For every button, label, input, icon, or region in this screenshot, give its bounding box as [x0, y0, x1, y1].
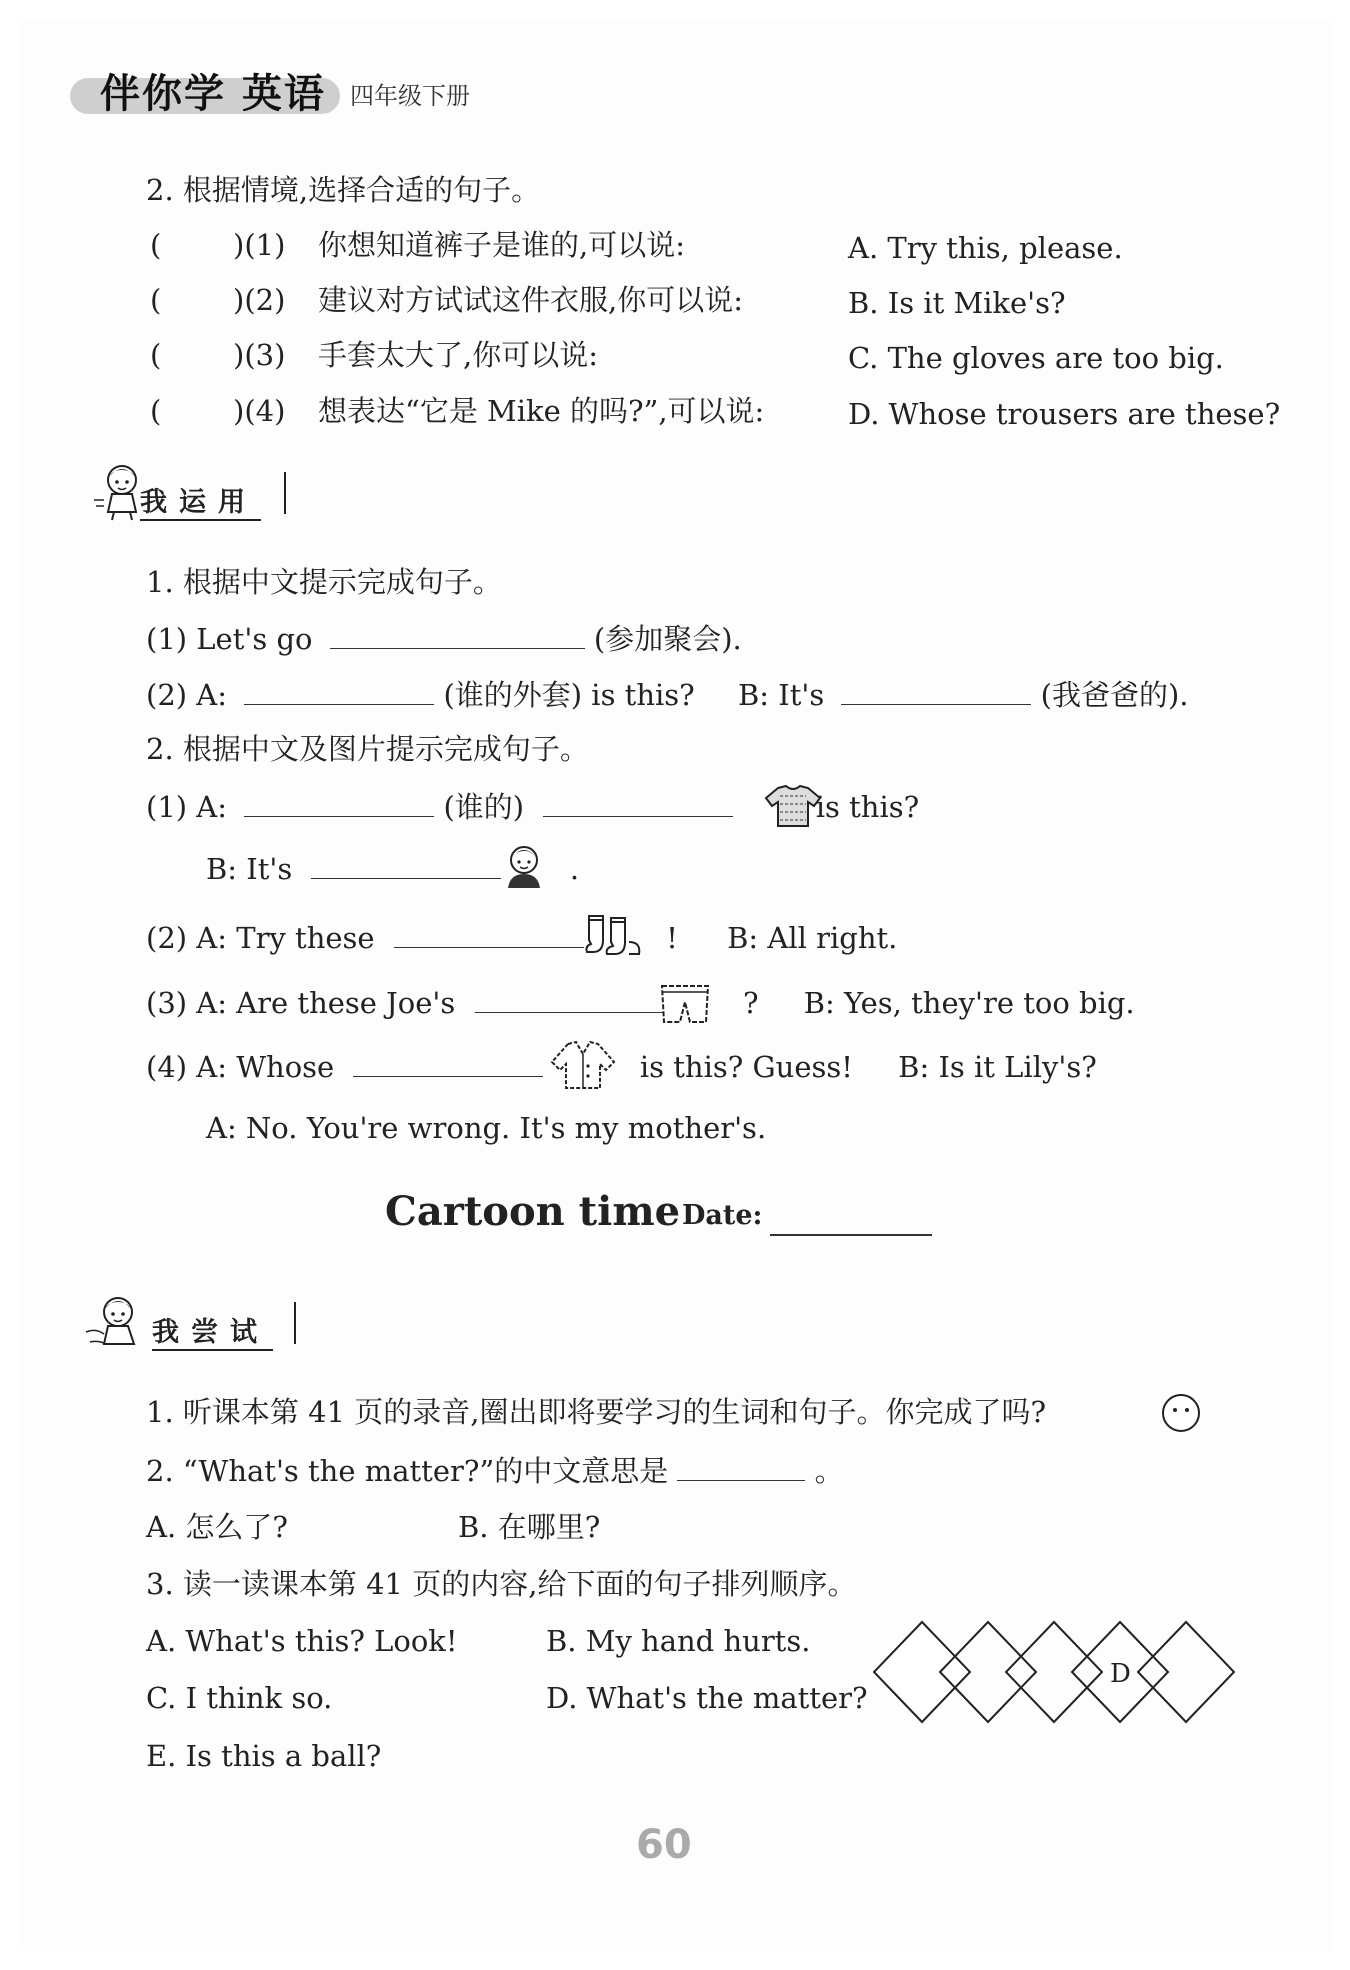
option-c: C. The gloves are too big. [848, 341, 1224, 375]
answer-blank[interactable] [543, 788, 733, 817]
shorts-icon [658, 982, 712, 1024]
answer-blank[interactable] [311, 850, 501, 879]
try-q2 [146, 1452, 844, 1489]
answer-paren-close: )(3) [233, 338, 286, 372]
page-number: 60 [636, 1822, 692, 1868]
section-try-label: 我尝试 [152, 1310, 273, 1351]
prompt-text: B: Yes, they're too big. [803, 986, 1135, 1020]
try-q3-option-b: B. My hand hurts. [546, 1624, 811, 1658]
prompt-text: is this? Guess! [639, 1050, 853, 1084]
apply-q2-2 [146, 919, 897, 956]
prompt-text: is this? [815, 790, 920, 824]
try-q3: 3. 读一读课本第 41 页的内容,给下面的句子排列顺序。 [146, 1567, 857, 1601]
try-q3-option-d: D. What's the matter? [546, 1681, 868, 1715]
option-a: A. Try this, please. [848, 231, 1123, 265]
section-try-heading [82, 1300, 312, 1350]
answer-blank[interactable] [841, 676, 1031, 705]
prompt-text: (2) A: [146, 678, 228, 712]
cartoon-girl-icon [82, 1290, 148, 1356]
answer-blank[interactable] [394, 919, 584, 948]
try-q2-option-a: A. 怎么了? [146, 1510, 288, 1544]
apply-q1-2 [146, 676, 1189, 713]
answer-blank[interactable] [330, 620, 585, 649]
prompt-text: B: It's [737, 678, 825, 712]
apply-q2-4-c: A: No. You're wrong. It's my mother's. [206, 1111, 767, 1145]
section-apply-label: 我运用 [140, 480, 261, 521]
prompt-text: 。 [814, 1454, 844, 1488]
answer-paren-close: )(4) [233, 394, 286, 428]
option-d: D. Whose trousers are these? [848, 397, 1281, 431]
part1-q2-title: 2. 根据情境,选择合适的句子。 [146, 173, 541, 207]
smiley-face-icon[interactable] [1160, 1392, 1202, 1434]
coat-icon [548, 1040, 618, 1090]
answer-blank[interactable] [244, 788, 434, 817]
prompt-text: B: All right. [727, 921, 898, 955]
hint-text: (谁的) [443, 790, 525, 824]
prompt-text: (1) Let's go [146, 622, 313, 656]
prompt-text: 2. “What's the matter?”的中文意思是 [146, 1454, 669, 1488]
hint-text: (谁的外套) is this? [443, 678, 695, 712]
book-title: 伴你学 英语 [100, 71, 326, 117]
apply-q1-title: 1. 根据中文提示完成句子。 [146, 565, 502, 599]
order-slot-3 [1006, 1622, 1102, 1722]
try-q1: 1. 听课本第 41 页的录音,圈出即将要学习的生词和句子。你完成了吗? [146, 1395, 1046, 1429]
situation-text: 你想知道裤子是谁的,可以说: [318, 228, 685, 262]
order-slot-4-answer: D [1110, 1659, 1131, 1689]
answer-paren-close: )(2) [233, 283, 286, 317]
prompt-text: (4) A: Whose [146, 1050, 335, 1084]
answer-blank[interactable] [677, 1452, 805, 1481]
hint-text: (我爸爸的). [1040, 678, 1189, 712]
date-blank[interactable] [770, 1234, 932, 1236]
order-diamonds [872, 1618, 1240, 1728]
book-subtitle: 四年级下册 [350, 82, 470, 110]
option-b: B. Is it Mike's? [848, 286, 1066, 320]
try-q2-option-b: B. 在哪里? [458, 1510, 601, 1544]
prompt-text: (2) A: Try these [146, 921, 375, 955]
order-slot-1 [874, 1622, 970, 1722]
socks-icon [583, 912, 645, 958]
apply-q2-3 [146, 984, 1135, 1021]
answer-paren-open: ( [150, 283, 162, 317]
situation-text: 想表达“它是 Mike 的吗?”,可以说: [318, 394, 765, 428]
prompt-text: . [569, 852, 580, 886]
prompt-text: (1) A: [146, 790, 228, 824]
section-divider [294, 1302, 296, 1344]
apply-q1-1 [146, 620, 742, 657]
boy-icon [500, 842, 548, 890]
section-apply-heading [92, 470, 312, 520]
prompt-text: ? [742, 986, 759, 1020]
answer-blank[interactable] [244, 676, 434, 705]
date-label: Date: [682, 1200, 763, 1231]
cartoon-time-title: Cartoon time [385, 1188, 681, 1235]
prompt-text: ! [666, 921, 678, 955]
sweater-icon [764, 784, 822, 828]
section-divider [284, 472, 286, 514]
answer-blank[interactable] [353, 1048, 543, 1077]
try-q3-option-e: E. Is this a ball? [146, 1739, 382, 1773]
try-q3-option-c: C. I think so. [146, 1681, 333, 1715]
answer-paren-open: ( [150, 338, 162, 372]
order-slot-5 [1138, 1622, 1234, 1722]
situation-text: 建议对方试试这件衣服,你可以说: [318, 283, 743, 317]
apply-q2-4 [146, 1048, 1097, 1085]
prompt-text: B: Is it Lily's? [898, 1050, 1097, 1084]
apply-q2-title: 2. 根据中文及图片提示完成句子。 [146, 732, 589, 766]
answer-paren-open: ( [150, 394, 162, 428]
try-q3-option-a: A. What's this? Look! [146, 1624, 458, 1658]
prompt-text: B: It's [206, 852, 293, 886]
answer-paren-open: ( [150, 228, 162, 262]
answer-paren-close: )(1) [233, 228, 286, 262]
answer-blank[interactable] [475, 984, 665, 1013]
prompt-text: (3) A: Are these Joe's [146, 986, 456, 1020]
situation-text: 手套太大了,你可以说: [318, 338, 598, 372]
hint-text: (参加聚会). [593, 622, 742, 656]
